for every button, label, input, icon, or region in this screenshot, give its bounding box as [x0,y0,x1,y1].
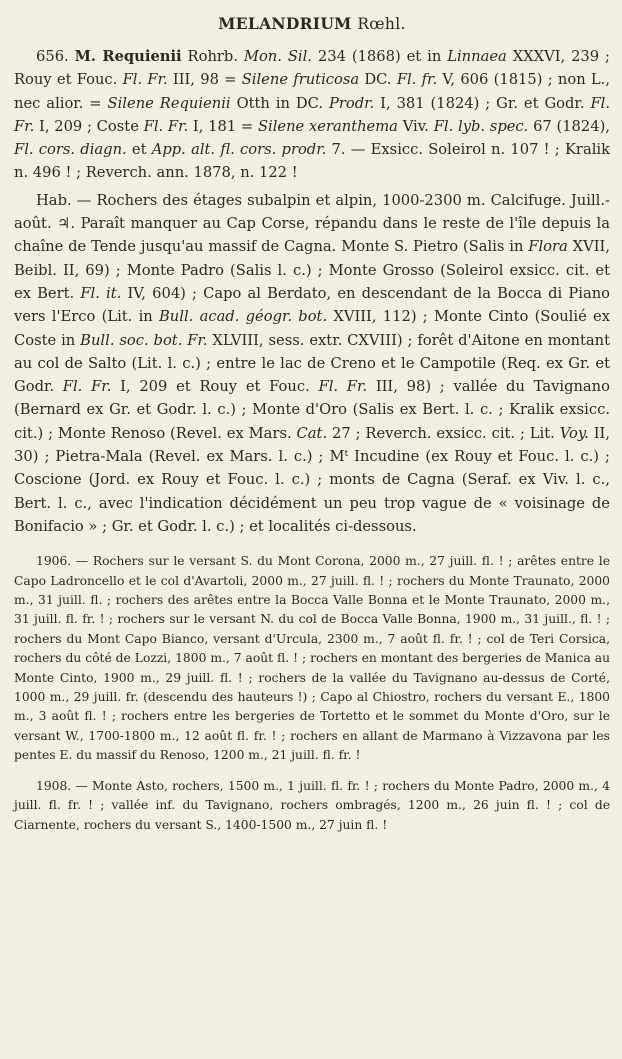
entry-segment: Otth in DC. [230,94,329,112]
entry-segment: 234 (1868) et in [311,48,448,65]
entry-segment: 67 (1824), [528,117,610,135]
genus-title: MELANDRIUM [218,14,352,33]
habitat-segment: Voy. [559,424,589,442]
entry-segment: III, 98 = [167,71,242,89]
habitat-segment: XVII, Beibl. II, 69) ; Monte Padro (Salis l. c.) ; Monte Grosso (Soleirol exsicc. cit. et ex Bert. [14,238,610,302]
species-entry [14,45,610,185]
entry-segment: I, 381 (1824) ; Gr. et Godr. [374,94,591,112]
habitat-segment: III, 98) ; vallée du Tavignano (Bernard ex Gr. et Godr. l. c.) ; Monte d'Oro (Salis ex Bert. l. c. ; Kralik exsicc. cit.) ; Monte Renoso (Revel. ex Mars. [14,378,610,442]
habitat-segment: Flora [528,238,568,256]
habitat-segment: XVIII, 112) ; Monte Cinto (Soulié ex Coste in [14,308,610,349]
entry-segment: Fl. cors. diagn. [14,141,127,159]
observations [14,552,610,835]
entry-citations [14,48,610,181]
entry-segment: DC. [359,71,397,89]
entry-segment: Fl. fr. [396,71,438,89]
page-header [14,14,610,33]
entry-segment: Silene xeranthema [257,117,398,135]
habitat-segment: I, 209 et Rouy et Fouc. [111,378,319,396]
entry-segment: I, 181 = [188,117,258,135]
entry-segment: Viv. [397,117,434,135]
habitat-segment: 27 ; Reverch. exsicc. cit. ; Lit. [327,424,560,442]
habitat-segment: Bull. acad. géogr. bot. [159,308,328,326]
entry-number: 656. [36,48,69,65]
entry-segment: Linnaea [447,48,507,65]
habitat-segment: Fl. it. [80,284,122,302]
habitat-segment: Fl. Fr. [318,378,368,396]
entry-segment: Fl. Fr. [143,117,189,135]
habitat-segment: Bull. soc. bot. Fr. [80,331,208,349]
habitat-segment: XLVIII, sess. extr. CXVIII) ; forêt d'Aitone en montant au col de Salto (Lit. l. c.) ; entre le lac de Creno et le Campotile (Req. ex Gr. et Godr. [14,331,610,396]
species-name: M. Requienii [74,48,182,65]
entry-segment: XXXVI, 239 ; Rouy et Fouc. [14,48,610,89]
observations-1908: 1908. — Monte Asto, rochers, 1500 m., 1 juill. fl. fr. ! ; rochers du Monte Padro, 2000 m., 4 juill. fl. fr. ! ; vallée inf. du Tavignano, rochers ombragés, 1200 m., 26 juin fl. ! ; col de Ciarnente, rochers du versant S., 1400-1500 m., 27 juin fl. ! [14,778,610,832]
entry-segment: Mon. Sil. [243,48,312,65]
habitat-segment: Cat. [296,424,328,442]
genus-author: Rœhl. [357,15,406,33]
habitat-segment: IV, 604) ; Capo al Berdato, en descendant de la Bocca di Piano vers l'Erco (Lit. in [14,284,611,326]
habitat-segment: II, 30) ; Pietra-Mala (Revel. ex Mars. l. c.) ; Mᵗ Incudine (ex Rouy et Fouc. l. c.) ; Coscione (Jord. ex Rouy et Fouc. l. c.) ; monts de Cagna (Seraf. ex Viv. l. c., Bert. l. c., avec l'indication décidément un peu trop vague de « voisinage de Bonifacio » ; Gr. et Godr. l. c.) ; et localités ci-dessous. [14,424,610,535]
entry-segment: Fl. Fr. [122,71,168,89]
entry-segment: I, 209 ; Coste [34,117,144,135]
entry-segment: Fl. Fr. [14,94,610,135]
entry-segment: et [126,141,152,159]
entry-segment: Silene Requienii [107,94,231,112]
entry-segment: App. alt. fl. cors. prodr. [151,141,327,159]
habitat-segment: Hab. — Rochers des étages subalpin et alpin, 1000-2300 m. Calcifuge. Juill.-août. ♃. Paraît manquer au Cap Corse, répandu dans le reste de l'île depuis la chaîne de Tende jusqu'au massif de Cagna. Monte S. Pietro (Salis in [14,191,610,256]
habitat-paragraph [14,189,610,538]
entry-segment: Rohrb. [181,48,244,65]
entry-segment: Fl. lyb. spec. [433,117,529,135]
entry-segment: 7. — Exsicc. Soleirol n. 107 ! ; Kralik n. 496 ! ; Reverch. ann. 1878, n. 122 ! [14,141,610,182]
entry-segment: V, 606 (1815) ; non L., nec alior. = [14,71,610,112]
habitat-segment: Fl. Fr. [62,378,112,396]
main-text [14,45,610,538]
entry-segment: Prodr. [329,94,375,112]
observations-1906: 1906. — Rochers sur le versant S. du Mont Corona, 2000 m., 27 juill. fl. ! ; arêtes entre le Capo Ladroncello et le col d'Avartoli, 2000 m., 27 juill. fl. ! ; rochers du Monte Traunato, 2000 m., 31 juill. fl. ; rochers des arêtes entre la Bocca Valle Bonna et le Monte Traunato, 2000 m., 31 juill. fl. fr. ! ; rochers sur le versant N. du col de Bocca Valle Bonna, 1900 m., 31 juill., fl. ! ; rochers du Mont Capo Bianco, versant d'Urcula, 2300 m., 7 août fl. fr. ! ; col de Teri Corsica, rochers du côté de Lozzi, 1800 m., 7 août fl. ! ; rochers en montant des bergeries de Manica au Monte Cinto, 1900 m., 29 juill. fl. ! ; rochers de la vallée du Tavignano au-dessus de Corté, 1000 m., 29 juill. fr. (descendu des hauteurs !) ; Capo al Chiostro, rochers du versant E., 1800 m., 3 août fl. ! ; rochers entre les bergeries de Tortetto et le sommet du Monte d'Oro, sur le versant W., 1700-1800 m., 12 août fl. fr. ! ; rochers en allant de Marmano à Vizzavona par les pentes E. du massif du Renoso, 1200 m., 21 juill. fl. fr. ! [14,554,610,763]
entry-segment: Silene fruticosa [241,71,360,89]
